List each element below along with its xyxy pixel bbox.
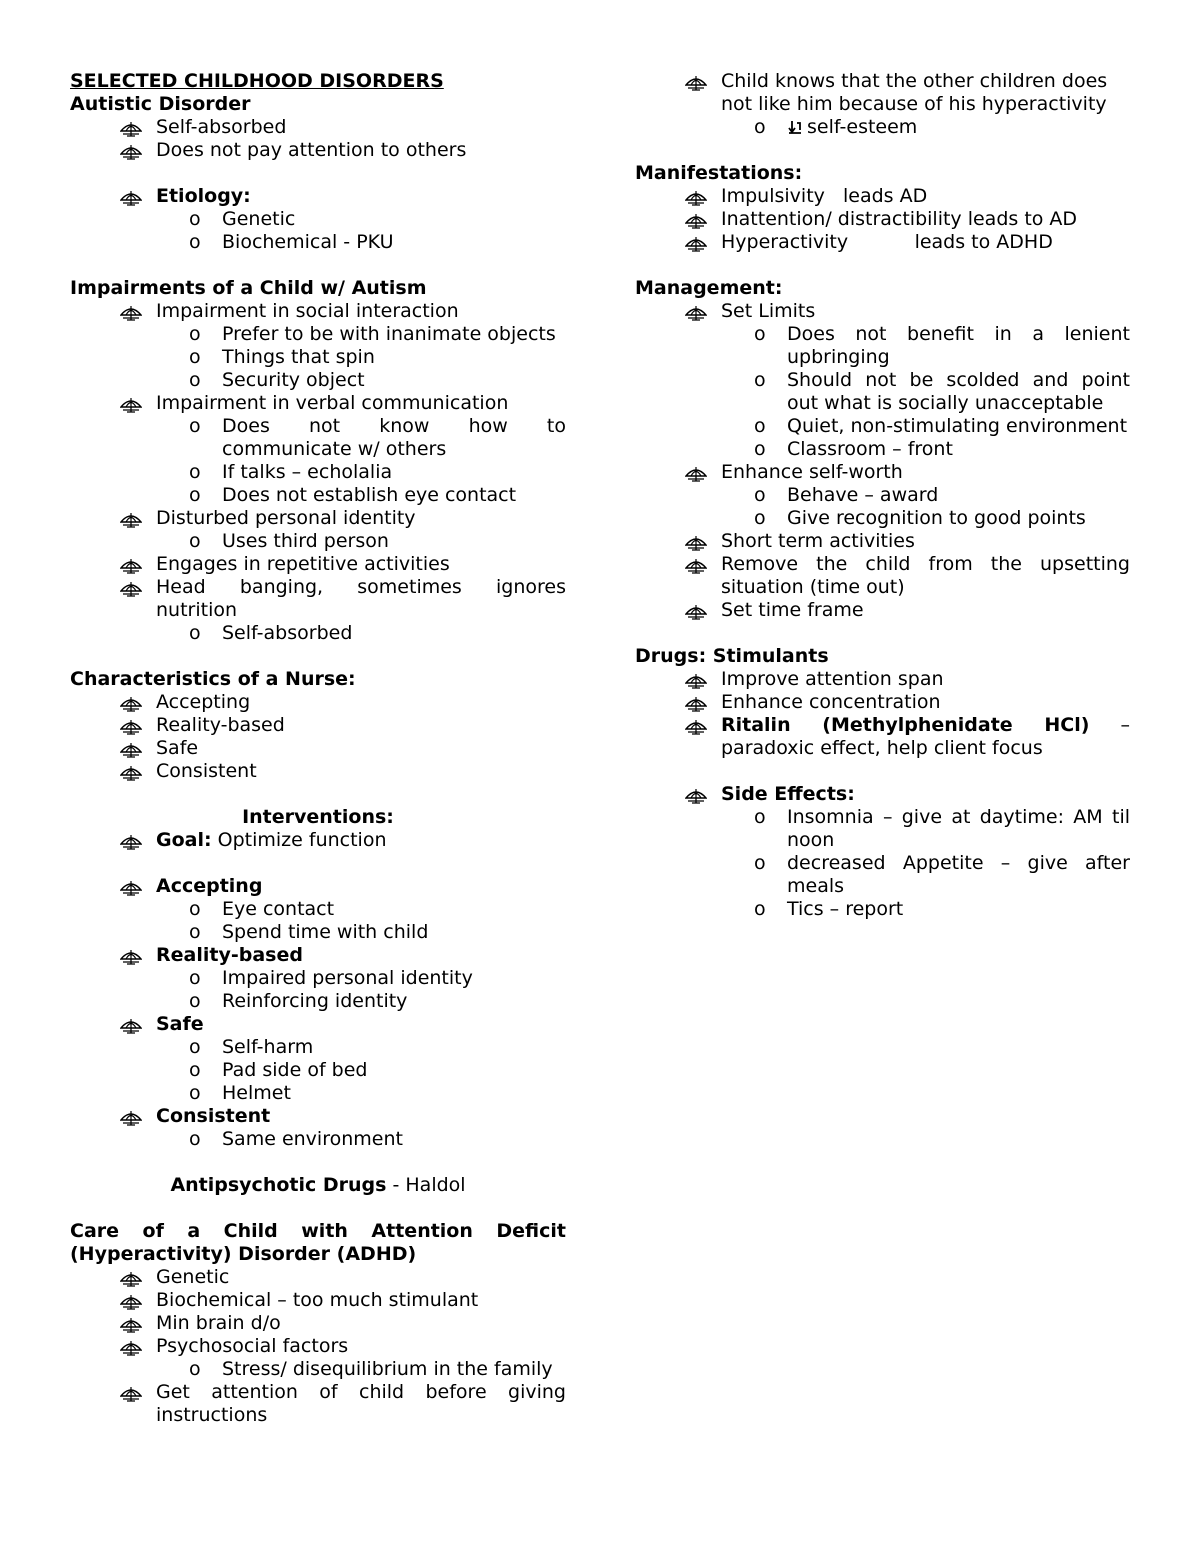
list-item: Consistent: [70, 1105, 566, 1128]
list-item: Genetic: [70, 1266, 566, 1289]
sub-item: o Stress/ disequilibrium in the family: [189, 1358, 553, 1380]
list-item: Psychosocial factors: [70, 1335, 566, 1358]
sub-item: o Biochemical - PKU: [189, 231, 394, 253]
umbrella-icon: [685, 715, 707, 737]
left-column: [70, 70, 566, 1427]
list-item: Child knows that the other children does not like him because of his hyperactivity: [635, 70, 1130, 116]
umbrella-icon: [120, 1106, 142, 1128]
umbrella-icon: [120, 186, 142, 208]
sub-item: o Spend time with child: [189, 921, 429, 943]
list-item: Side Effects:: [635, 783, 1130, 806]
nurse-heading: Characteristics of a Nurse:: [70, 668, 356, 690]
umbrella-icon: [120, 577, 142, 599]
list-item: Safe: [70, 1013, 566, 1036]
sub-item: o Uses third person: [189, 530, 389, 552]
sub-item: o Tics – report: [754, 898, 904, 920]
sub-item: o Self-absorbed: [189, 622, 353, 644]
list-item: Consistent: [70, 760, 566, 783]
sub-item: o If talks – echolalia: [189, 461, 393, 483]
sub-item: o Should not be scolded and point out what is socially unacceptable: [754, 369, 1130, 414]
list-item: Enhance self-worth: [635, 461, 1130, 484]
antipsychotic-line: Antipsychotic Drugs - Haldol: [170, 1174, 466, 1196]
list-item: Accepting: [70, 875, 566, 898]
list-item: Get attention of child before giving instructions: [70, 1381, 566, 1427]
sub-item: o Quiet, non-stimulating environment: [754, 415, 1128, 437]
autistic-heading: Autistic Disorder: [70, 93, 251, 115]
sub-item: o Impaired personal identity: [189, 967, 473, 989]
sub-item: o Reinforcing identity: [189, 990, 408, 1012]
umbrella-icon: [120, 1267, 142, 1289]
umbrella-icon: [120, 301, 142, 323]
sub-item: o Does not establish eye contact: [189, 484, 517, 506]
sub-item: o Give recognition to good points: [754, 507, 1086, 529]
umbrella-icon: [685, 186, 707, 208]
umbrella-icon: [120, 1313, 142, 1335]
list-item: Head banging, sometimes ignores nutrition: [70, 576, 566, 622]
list-item: Impairment in social interaction: [70, 300, 566, 323]
list-item: Min brain d/o: [70, 1312, 566, 1335]
umbrella-icon: [120, 393, 142, 415]
sub-item: o Same environment: [189, 1128, 403, 1150]
interventions-heading: Interventions:: [242, 806, 394, 828]
sub-item: o Behave – award: [754, 484, 939, 506]
umbrella-icon: [120, 1336, 142, 1358]
list-item: Remove the child from the upsetting situation (time out): [635, 553, 1130, 599]
umbrella-icon: [685, 784, 707, 806]
umbrella-icon: [120, 715, 142, 737]
umbrella-icon: [120, 1290, 142, 1312]
umbrella-icon: [120, 1382, 142, 1404]
umbrella-icon: [120, 1014, 142, 1036]
sub-item: o self-esteem: [754, 116, 918, 138]
adhd-heading: Care of a Child with Attention Deficit (Hyperactivity) Disorder (ADHD): [70, 1220, 566, 1265]
sub-item: o Helmet: [189, 1082, 291, 1104]
umbrella-icon: [120, 830, 142, 852]
list-item: Inattention/ distractibility leads to AD: [635, 208, 1130, 231]
list-item: Enhance concentration: [635, 691, 1130, 714]
list-item: Set time frame: [635, 599, 1130, 622]
list-item: Short term activities: [635, 530, 1130, 553]
umbrella-icon: [120, 554, 142, 576]
sub-item: o Eye contact: [189, 898, 335, 920]
umbrella-icon: [120, 508, 142, 530]
down-arrow-icon: [787, 119, 803, 135]
list-item: Does not pay attention to others: [70, 139, 566, 162]
umbrella-icon: [685, 692, 707, 714]
sub-item: o Prefer to be with inanimate objects: [189, 323, 556, 345]
umbrella-icon: [120, 117, 142, 139]
umbrella-icon: [685, 462, 707, 484]
list-item: Self-absorbed: [70, 116, 566, 139]
right-column: [635, 70, 1130, 921]
list-item: Set Limits: [635, 300, 1130, 323]
umbrella-icon: [120, 738, 142, 760]
list-item: Hyperactivity leads to ADHD: [635, 231, 1130, 254]
sub-item: o Pad side of bed: [189, 1059, 368, 1081]
sub-item: o decreased Appetite – give after meals: [754, 852, 1130, 897]
list-item: Etiology:: [70, 185, 566, 208]
sub-item: o Things that spin: [189, 346, 375, 368]
umbrella-icon: [685, 301, 707, 323]
list-item: Biochemical – too much stimulant: [70, 1289, 566, 1312]
sub-item: o Genetic: [189, 208, 296, 230]
sub-item: o Self-harm: [189, 1036, 314, 1058]
sub-item: o Insomnia – give at daytime: AM til noon: [754, 806, 1130, 851]
umbrella-icon: [120, 761, 142, 783]
umbrella-icon: [120, 945, 142, 967]
umbrella-icon: [120, 140, 142, 162]
umbrella-icon: [120, 876, 142, 898]
list-item: Disturbed personal identity: [70, 507, 566, 530]
list-item: Accepting: [70, 691, 566, 714]
list-item: Reality-based: [70, 714, 566, 737]
list-item: Goal: Optimize function: [70, 829, 566, 852]
list-item: Ritalin (Methylphenidate HCl) – paradoxic effect, help client focus: [635, 714, 1130, 760]
umbrella-icon: [685, 531, 707, 553]
sub-item: o Does not benefit in a lenient upbringing: [754, 323, 1130, 368]
sub-item: o Classroom – front: [754, 438, 953, 460]
umbrella-icon: [685, 209, 707, 231]
umbrella-icon: [685, 554, 707, 576]
list-item: Reality-based: [70, 944, 566, 967]
umbrella-icon: [685, 669, 707, 691]
sub-item: o Does not know how to communicate w/ others: [189, 415, 566, 460]
umbrella-icon: [120, 692, 142, 714]
list-item: Impairment in verbal communication: [70, 392, 566, 415]
page-title: SELECTED CHILDHOOD DISORDERS: [70, 70, 444, 92]
umbrella-icon: [685, 232, 707, 254]
management-heading: Management:: [635, 277, 783, 299]
manifestations-heading: Manifestations:: [635, 162, 803, 184]
sub-item: o Security object: [189, 369, 365, 391]
umbrella-icon: [685, 600, 707, 622]
drugs-heading: Drugs: Stimulants: [635, 645, 829, 667]
list-item: Engages in repetitive activities: [70, 553, 566, 576]
umbrella-icon: [685, 71, 707, 93]
list-item: Safe: [70, 737, 566, 760]
impairments-heading: Impairments of a Child w/ Autism: [70, 277, 427, 299]
list-item: Impulsivity leads AD: [635, 185, 1130, 208]
list-item: Improve attention span: [635, 668, 1130, 691]
